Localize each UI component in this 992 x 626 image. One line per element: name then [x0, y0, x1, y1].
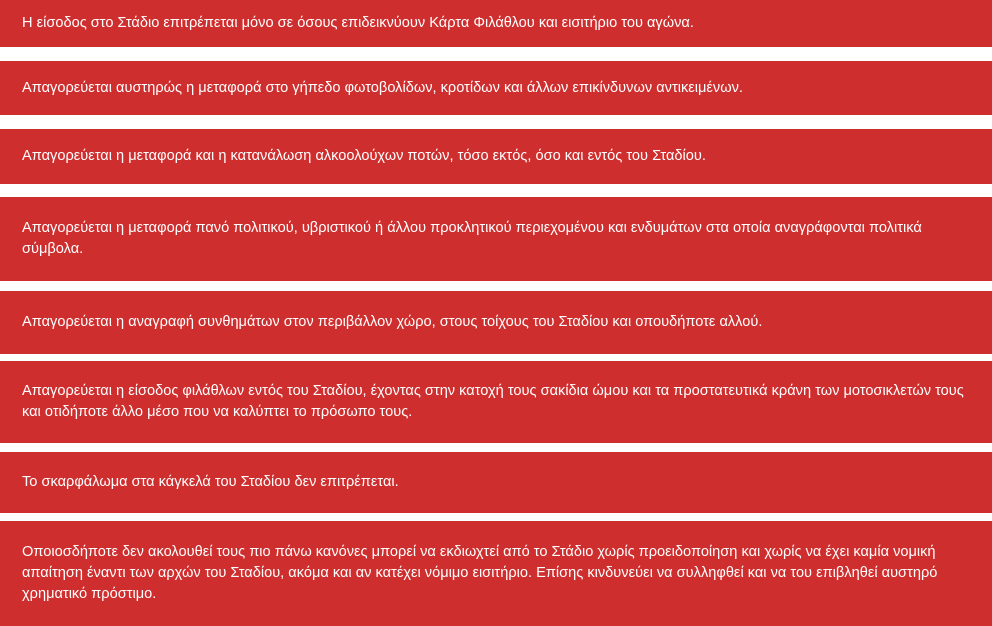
- rule-text: Απαγορεύεται η είσοδος φιλάθλων εντός του Σταδίου, έχοντας στην κατοχή τους σακίδια ώμου και τα προστατευτικά κράνη των μοτοσικλετών τους και οτιδήποτε άλλο μέσο που να καλύπτει το πρόσωπο τους.: [22, 383, 964, 420]
- rule-text: Το σκαρφάλωμα στα κάγκελά του Σταδίου δεν επιτρέπεται.: [22, 474, 399, 490]
- rule-no-backpacks-helmets: [0, 361, 992, 443]
- rule-text: Η είσοδος στο Στάδιο επιτρέπεται μόνο σε όσους επιδεικνύουν Κάρτα Φιλάθλου και εισιτήριο του αγώνα.: [22, 15, 694, 31]
- rule-text: Απαγορεύεται αυστηρώς η μεταφορά στο γήπεδο φωτοβολίδων, κροτίδων και άλλων επικίνδυνων αντικειμένων.: [22, 79, 743, 96]
- rule-no-flares: [0, 61, 992, 115]
- rule-no-political-banners: [0, 197, 992, 281]
- rule-text: Απαγορεύεται η αναγραφή συνθημάτων στον περιβάλλον χώρο, στους τοίχους του Σταδίου και οπουδήποτε αλλού.: [22, 314, 763, 330]
- rule-penalty-notice: [0, 521, 992, 626]
- rule-no-graffiti: [0, 291, 992, 354]
- rule-text: Οποιοσδήποτε δεν ακολουθεί τους πιο πάνω κανόνες μπορεί να εκδιωχτεί από το Στάδιο χωρίς προειδοποίηση και χωρίς να έχει καμία νομική απαίτηση έναντι των αρχών του Σταδίου, ακόμα και αν κατέχει νόμιμο εισιτήριο. Επίσης κινδυνεύει να συλληφθεί και να του επιβληθεί αυστηρό χρηματικό πρόστιμο.: [22, 544, 938, 602]
- rule-no-alcohol: [0, 129, 992, 184]
- rule-entry-card-ticket: [0, 0, 992, 47]
- rule-text: Απαγορεύεται η μεταφορά και η κατανάλωση αλκοολούχων ποτών, τόσο εκτός, όσο και εντός του Σταδίου.: [22, 148, 706, 164]
- rule-no-climbing: [0, 452, 992, 513]
- rule-text: Απαγορεύεται η μεταφορά πανό πολιτικού, υβριστικού ή άλλου προκλητικού περιεχομένου και ενδυμάτων στα οποία αναγράφονται πολιτικά σύμβολα.: [22, 220, 922, 257]
